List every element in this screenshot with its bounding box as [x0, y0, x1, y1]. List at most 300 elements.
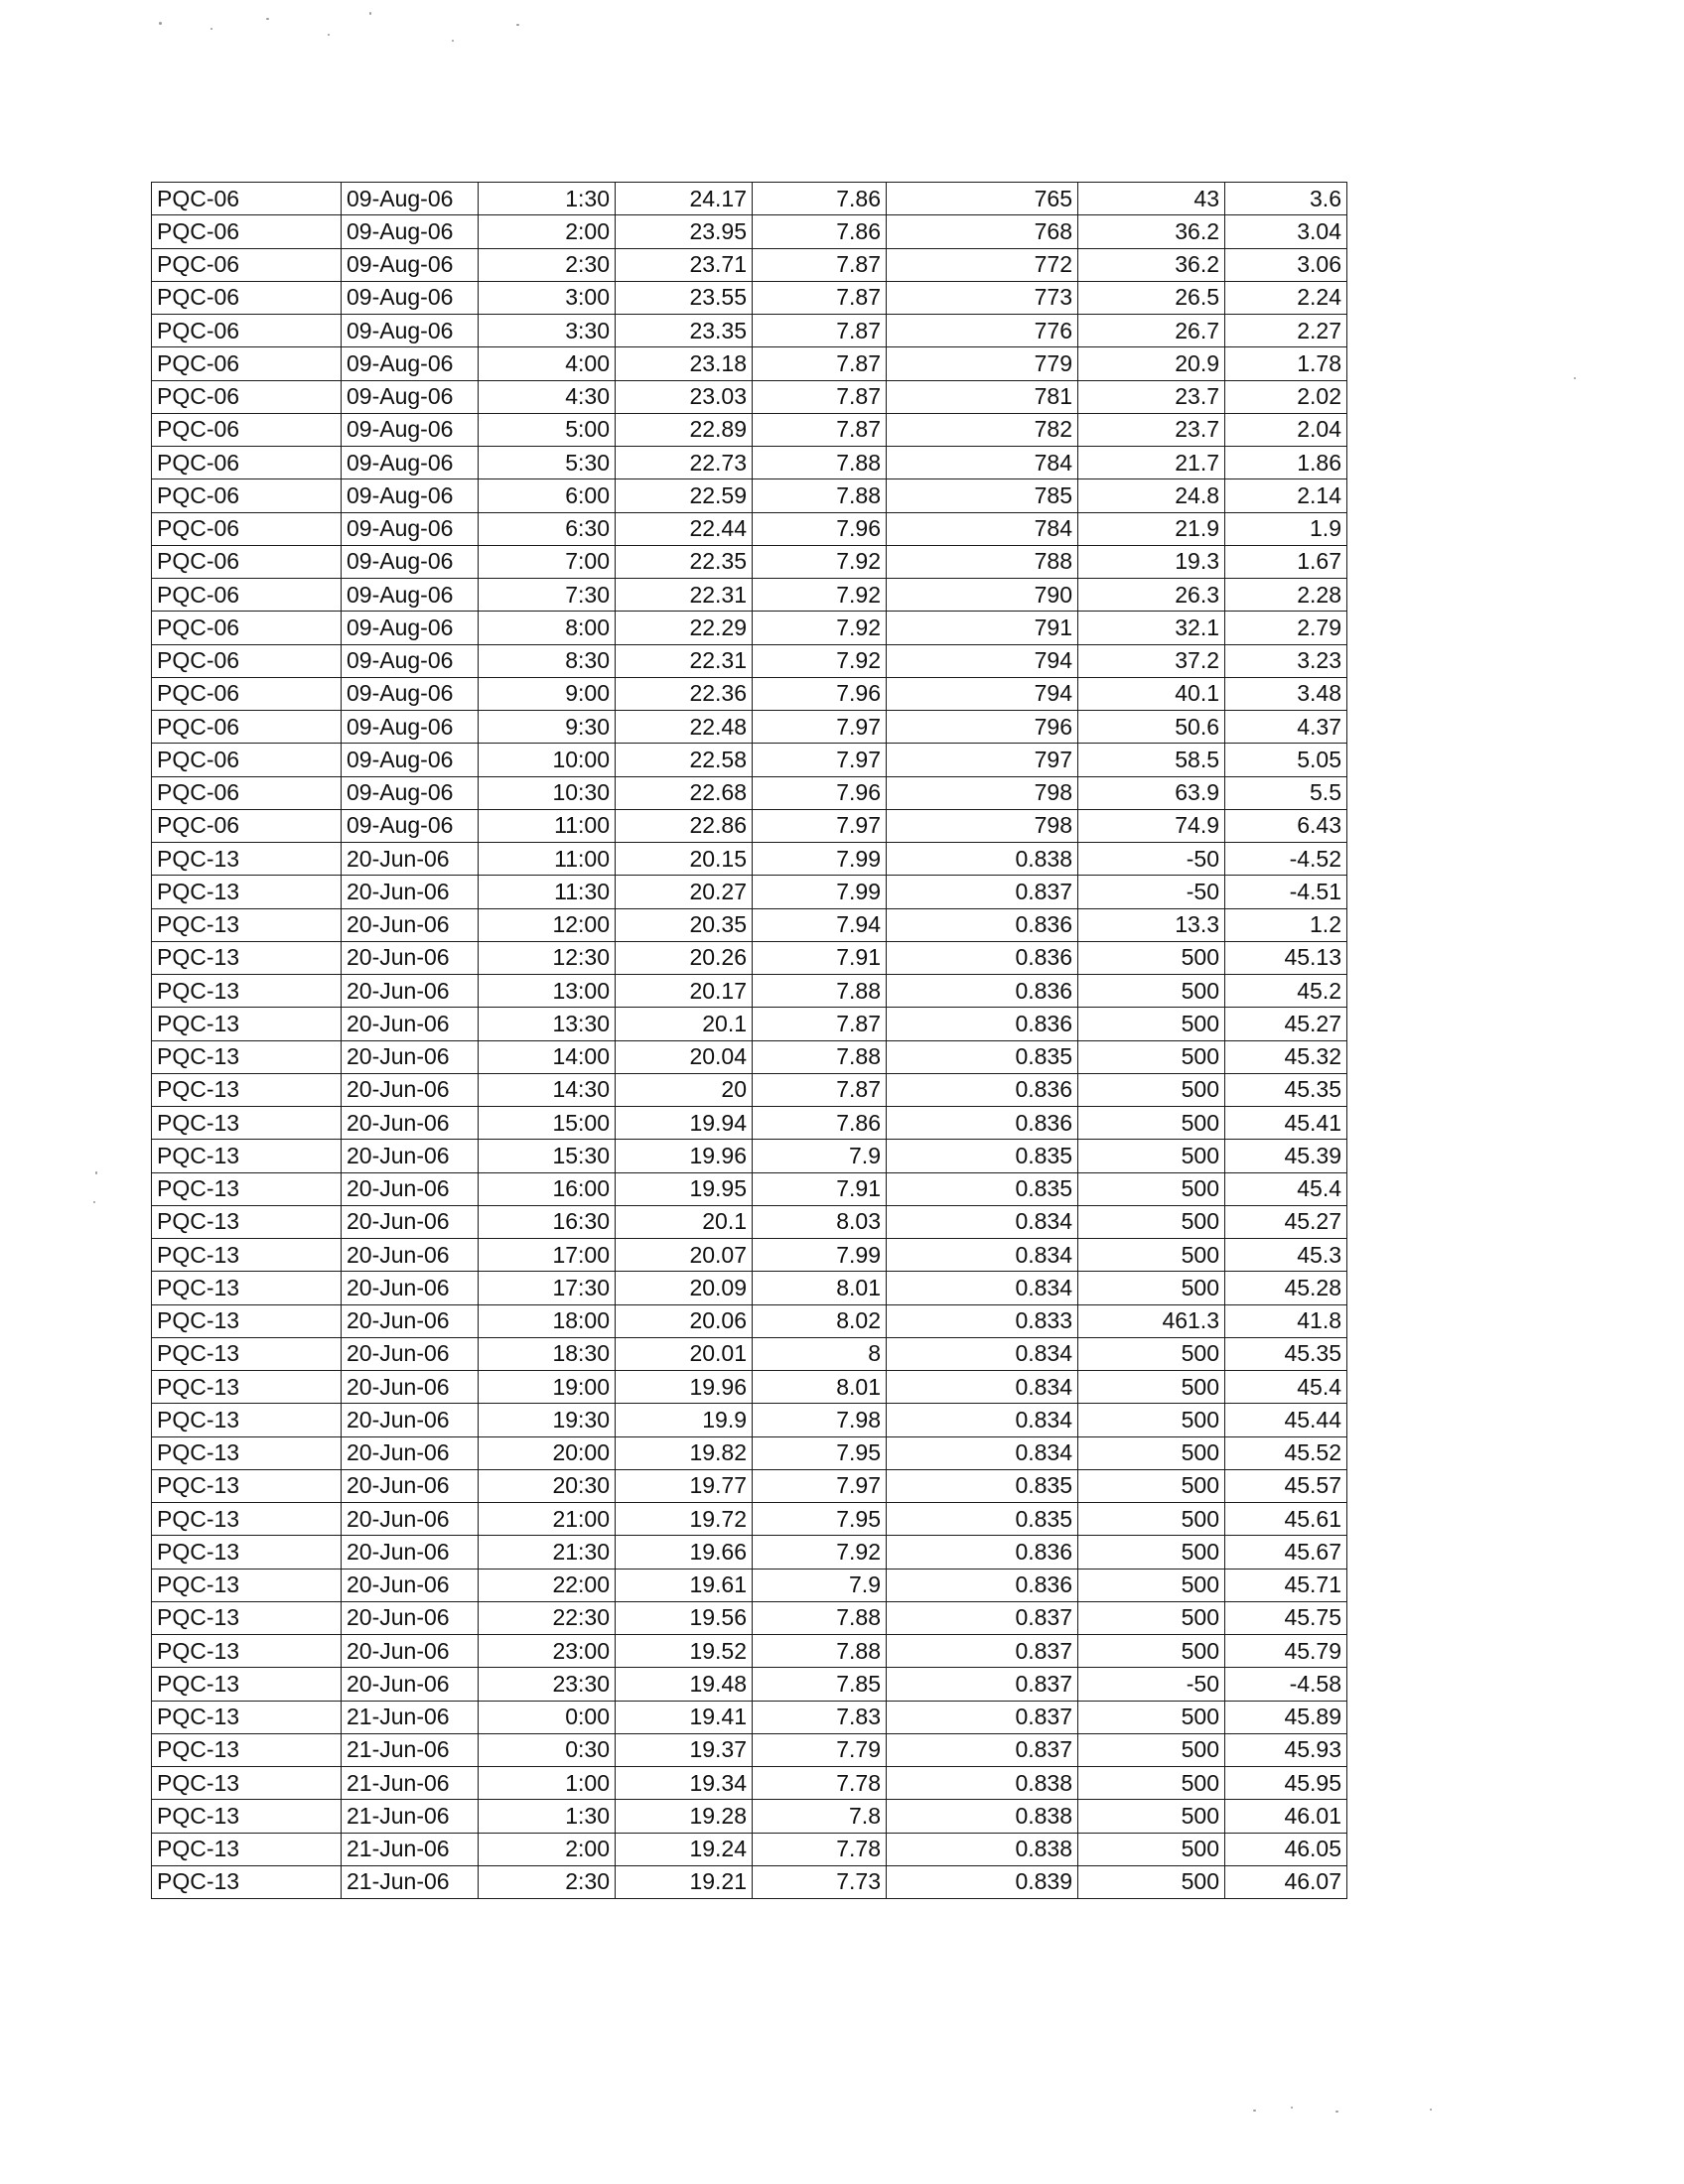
conductivity-cell: 0.836	[887, 1569, 1078, 1601]
ph-cell: 7.94	[753, 908, 887, 941]
table-row	[152, 908, 1347, 941]
ph-cell: 7.85	[753, 1668, 887, 1701]
station-cell: PQC-06	[152, 380, 342, 413]
ph-cell: 7.73	[753, 1865, 887, 1898]
value-b-cell: 2.28	[1225, 579, 1347, 612]
time-cell: 5:30	[479, 447, 616, 479]
ph-cell: 7.91	[753, 941, 887, 974]
table-row	[152, 1239, 1347, 1272]
value-a-cell: 19.3	[1078, 545, 1225, 578]
conductivity-cell: 781	[887, 380, 1078, 413]
ph-cell: 7.8	[753, 1800, 887, 1833]
time-cell: 11:30	[479, 876, 616, 908]
temperature-cell: 19.66	[616, 1536, 753, 1569]
ph-cell: 7.88	[753, 1601, 887, 1634]
value-a-cell: 36.2	[1078, 215, 1225, 248]
conductivity-cell: 785	[887, 479, 1078, 512]
station-cell: PQC-13	[152, 1436, 342, 1469]
table-row	[152, 843, 1347, 876]
value-b-cell: 3.23	[1225, 644, 1347, 677]
station-cell: PQC-06	[152, 512, 342, 545]
scan-speck	[1430, 2109, 1432, 2111]
temperature-cell: 23.03	[616, 380, 753, 413]
station-cell: PQC-06	[152, 315, 342, 347]
station-cell: PQC-06	[152, 579, 342, 612]
ph-cell: 8.01	[753, 1371, 887, 1404]
conductivity-cell: 794	[887, 644, 1078, 677]
date-cell: 09-Aug-06	[342, 248, 479, 281]
table-row	[152, 876, 1347, 908]
value-b-cell: 45.71	[1225, 1569, 1347, 1601]
time-cell: 9:00	[479, 677, 616, 710]
temperature-cell: 19.24	[616, 1833, 753, 1865]
date-cell: 20-Jun-06	[342, 1601, 479, 1634]
value-a-cell: 26.3	[1078, 579, 1225, 612]
date-cell: 20-Jun-06	[342, 1668, 479, 1701]
temperature-cell: 23.18	[616, 347, 753, 380]
value-b-cell: 46.05	[1225, 1833, 1347, 1865]
table-row	[152, 579, 1347, 612]
time-cell: 15:00	[479, 1107, 616, 1140]
value-b-cell: -4.51	[1225, 876, 1347, 908]
time-cell: 11:00	[479, 809, 616, 842]
conductivity-cell: 798	[887, 776, 1078, 809]
date-cell: 20-Jun-06	[342, 1635, 479, 1668]
table-row	[152, 1701, 1347, 1733]
table-row	[152, 677, 1347, 710]
time-cell: 23:00	[479, 1635, 616, 1668]
value-a-cell: 500	[1078, 1833, 1225, 1865]
ph-cell: 7.83	[753, 1701, 887, 1733]
conductivity-cell: 0.836	[887, 1107, 1078, 1140]
temperature-cell: 20	[616, 1073, 753, 1106]
ph-cell: 7.96	[753, 512, 887, 545]
date-cell: 09-Aug-06	[342, 183, 479, 215]
temperature-cell: 19.95	[616, 1172, 753, 1205]
temperature-cell: 19.34	[616, 1767, 753, 1800]
conductivity-cell: 0.838	[887, 1800, 1078, 1833]
temperature-cell: 19.72	[616, 1503, 753, 1536]
conductivity-cell: 768	[887, 215, 1078, 248]
table-row	[152, 1569, 1347, 1601]
time-cell: 8:00	[479, 612, 616, 644]
value-b-cell: 6.43	[1225, 809, 1347, 842]
ph-cell: 7.97	[753, 1469, 887, 1502]
value-b-cell: 1.9	[1225, 512, 1347, 545]
table-row	[152, 1800, 1347, 1833]
station-cell: PQC-13	[152, 1833, 342, 1865]
station-cell: PQC-13	[152, 1337, 342, 1370]
temperature-cell: 20.01	[616, 1337, 753, 1370]
table-row	[152, 1107, 1347, 1140]
table-row	[152, 1469, 1347, 1502]
table-row	[152, 1008, 1347, 1040]
temperature-cell: 22.68	[616, 776, 753, 809]
scan-speck	[1253, 2110, 1256, 2112]
ph-cell: 7.98	[753, 1404, 887, 1436]
value-a-cell: 500	[1078, 1239, 1225, 1272]
conductivity-cell: 0.837	[887, 876, 1078, 908]
time-cell: 10:00	[479, 744, 616, 776]
time-cell: 13:30	[479, 1008, 616, 1040]
conductivity-cell: 0.835	[887, 1172, 1078, 1205]
ph-cell: 7.91	[753, 1172, 887, 1205]
ph-cell: 7.88	[753, 447, 887, 479]
scan-speck	[328, 34, 330, 36]
conductivity-cell: 784	[887, 447, 1078, 479]
ph-cell: 7.88	[753, 1040, 887, 1073]
station-cell: PQC-06	[152, 479, 342, 512]
date-cell: 09-Aug-06	[342, 579, 479, 612]
time-cell: 5:00	[479, 413, 616, 446]
value-a-cell: 500	[1078, 1469, 1225, 1502]
station-cell: PQC-13	[152, 1767, 342, 1800]
table-row	[152, 545, 1347, 578]
date-cell: 20-Jun-06	[342, 1371, 479, 1404]
scan-speck	[452, 40, 454, 42]
time-cell: 12:00	[479, 908, 616, 941]
date-cell: 20-Jun-06	[342, 1304, 479, 1337]
date-cell: 20-Jun-06	[342, 941, 479, 974]
value-b-cell: -4.52	[1225, 843, 1347, 876]
conductivity-cell: 0.834	[887, 1205, 1078, 1238]
value-a-cell: 24.8	[1078, 479, 1225, 512]
station-cell: PQC-13	[152, 1503, 342, 1536]
conductivity-cell: 0.839	[887, 1865, 1078, 1898]
temperature-cell: 19.9	[616, 1404, 753, 1436]
time-cell: 20:30	[479, 1469, 616, 1502]
conductivity-cell: 773	[887, 281, 1078, 314]
date-cell: 20-Jun-06	[342, 1107, 479, 1140]
ph-cell: 7.88	[753, 975, 887, 1008]
value-b-cell: 45.4	[1225, 1172, 1347, 1205]
time-cell: 17:30	[479, 1272, 616, 1304]
temperature-cell: 22.48	[616, 711, 753, 744]
table-row	[152, 1371, 1347, 1404]
table-row	[152, 1404, 1347, 1436]
ph-cell: 7.96	[753, 776, 887, 809]
date-cell: 09-Aug-06	[342, 512, 479, 545]
conductivity-cell: 0.834	[887, 1404, 1078, 1436]
table-row	[152, 1172, 1347, 1205]
table-row	[152, 644, 1347, 677]
temperature-cell: 22.35	[616, 545, 753, 578]
date-cell: 09-Aug-06	[342, 347, 479, 380]
value-b-cell: 2.02	[1225, 380, 1347, 413]
conductivity-cell: 0.835	[887, 1040, 1078, 1073]
table-row	[152, 315, 1347, 347]
station-cell: PQC-13	[152, 975, 342, 1008]
date-cell: 20-Jun-06	[342, 1337, 479, 1370]
station-cell: PQC-13	[152, 1536, 342, 1569]
temperature-cell: 20.06	[616, 1304, 753, 1337]
table-row	[152, 1337, 1347, 1370]
ph-cell: 7.78	[753, 1767, 887, 1800]
date-cell: 09-Aug-06	[342, 380, 479, 413]
conductivity-cell: 0.836	[887, 1536, 1078, 1569]
table-row	[152, 711, 1347, 744]
temperature-cell: 22.73	[616, 447, 753, 479]
temperature-cell: 23.71	[616, 248, 753, 281]
temperature-cell: 19.61	[616, 1569, 753, 1601]
date-cell: 09-Aug-06	[342, 809, 479, 842]
ph-cell: 7.87	[753, 347, 887, 380]
scan-speck	[1335, 2111, 1338, 2113]
table-row	[152, 215, 1347, 248]
date-cell: 20-Jun-06	[342, 876, 479, 908]
value-b-cell: 1.86	[1225, 447, 1347, 479]
station-cell: PQC-13	[152, 1371, 342, 1404]
ph-cell: 7.87	[753, 1073, 887, 1106]
scan-speck	[159, 22, 162, 25]
value-a-cell: 500	[1078, 1536, 1225, 1569]
value-a-cell: 500	[1078, 1635, 1225, 1668]
conductivity-cell: 797	[887, 744, 1078, 776]
value-a-cell: 500	[1078, 1701, 1225, 1733]
ph-cell: 7.97	[753, 711, 887, 744]
table-row	[152, 744, 1347, 776]
date-cell: 09-Aug-06	[342, 677, 479, 710]
value-a-cell: 500	[1078, 1140, 1225, 1172]
time-cell: 0:30	[479, 1733, 616, 1766]
station-cell: PQC-13	[152, 1140, 342, 1172]
temperature-cell: 22.58	[616, 744, 753, 776]
station-cell: PQC-13	[152, 1668, 342, 1701]
temperature-cell: 19.52	[616, 1635, 753, 1668]
value-a-cell: 500	[1078, 1272, 1225, 1304]
station-cell: PQC-06	[152, 677, 342, 710]
conductivity-cell: 0.836	[887, 1073, 1078, 1106]
time-cell: 17:00	[479, 1239, 616, 1272]
scan-speck	[1574, 377, 1576, 379]
time-cell: 2:00	[479, 1833, 616, 1865]
time-cell: 22:00	[479, 1569, 616, 1601]
temperature-cell: 22.31	[616, 579, 753, 612]
ph-cell: 7.9	[753, 1569, 887, 1601]
value-a-cell: 500	[1078, 941, 1225, 974]
table-row	[152, 479, 1347, 512]
value-b-cell: 45.32	[1225, 1040, 1347, 1073]
ph-cell: 7.86	[753, 183, 887, 215]
ph-cell: 7.88	[753, 1635, 887, 1668]
date-cell: 09-Aug-06	[342, 545, 479, 578]
scan-speck	[210, 28, 212, 30]
ph-cell: 7.88	[753, 479, 887, 512]
time-cell: 14:00	[479, 1040, 616, 1073]
conductivity-cell: 0.833	[887, 1304, 1078, 1337]
conductivity-cell: 0.835	[887, 1140, 1078, 1172]
table-row	[152, 281, 1347, 314]
value-b-cell: 2.14	[1225, 479, 1347, 512]
value-a-cell: 500	[1078, 1404, 1225, 1436]
station-cell: PQC-06	[152, 248, 342, 281]
temperature-cell: 19.21	[616, 1865, 753, 1898]
value-a-cell: 36.2	[1078, 248, 1225, 281]
time-cell: 18:30	[479, 1337, 616, 1370]
temperature-cell: 22.29	[616, 612, 753, 644]
value-b-cell: 1.67	[1225, 545, 1347, 578]
time-cell: 12:30	[479, 941, 616, 974]
value-b-cell: 2.24	[1225, 281, 1347, 314]
time-cell: 2:30	[479, 1865, 616, 1898]
value-a-cell: 500	[1078, 1800, 1225, 1833]
ph-cell: 7.86	[753, 215, 887, 248]
value-a-cell: 23.7	[1078, 413, 1225, 446]
station-cell: PQC-06	[152, 711, 342, 744]
table-row	[152, 183, 1347, 215]
value-b-cell: 45.35	[1225, 1337, 1347, 1370]
value-b-cell: 3.04	[1225, 215, 1347, 248]
value-b-cell: 3.48	[1225, 677, 1347, 710]
conductivity-cell: 0.835	[887, 1503, 1078, 1536]
time-cell: 4:30	[479, 380, 616, 413]
conductivity-cell: 0.837	[887, 1701, 1078, 1733]
temperature-cell: 22.36	[616, 677, 753, 710]
table-row	[152, 1865, 1347, 1898]
time-cell: 18:00	[479, 1304, 616, 1337]
conductivity-cell: 0.835	[887, 1469, 1078, 1502]
date-cell: 20-Jun-06	[342, 975, 479, 1008]
temperature-cell: 20.27	[616, 876, 753, 908]
station-cell: PQC-06	[152, 347, 342, 380]
time-cell: 6:00	[479, 479, 616, 512]
time-cell: 2:30	[479, 248, 616, 281]
station-cell: PQC-13	[152, 1172, 342, 1205]
date-cell: 20-Jun-06	[342, 1073, 479, 1106]
conductivity-cell: 765	[887, 183, 1078, 215]
value-a-cell: 500	[1078, 1569, 1225, 1601]
conductivity-cell: 776	[887, 315, 1078, 347]
scan-speck	[93, 1201, 95, 1203]
conductivity-cell: 796	[887, 711, 1078, 744]
station-cell: PQC-06	[152, 744, 342, 776]
temperature-cell: 20.17	[616, 975, 753, 1008]
date-cell: 20-Jun-06	[342, 908, 479, 941]
date-cell: 20-Jun-06	[342, 1140, 479, 1172]
time-cell: 4:00	[479, 347, 616, 380]
value-a-cell: 500	[1078, 1733, 1225, 1766]
date-cell: 20-Jun-06	[342, 1404, 479, 1436]
date-cell: 20-Jun-06	[342, 1172, 479, 1205]
data-table	[151, 182, 1347, 1899]
ph-cell: 7.97	[753, 744, 887, 776]
value-a-cell: 500	[1078, 1040, 1225, 1073]
table-row	[152, 1833, 1347, 1865]
value-a-cell: 50.6	[1078, 711, 1225, 744]
time-cell: 2:00	[479, 215, 616, 248]
value-b-cell: 2.04	[1225, 413, 1347, 446]
ph-cell: 7.79	[753, 1733, 887, 1766]
value-a-cell: 13.3	[1078, 908, 1225, 941]
temperature-cell: 24.17	[616, 183, 753, 215]
value-b-cell: 2.79	[1225, 612, 1347, 644]
ph-cell: 7.95	[753, 1503, 887, 1536]
value-a-cell: 461.3	[1078, 1304, 1225, 1337]
temperature-cell: 22.89	[616, 413, 753, 446]
value-b-cell: 45.41	[1225, 1107, 1347, 1140]
table-row	[152, 1601, 1347, 1634]
ph-cell: 7.87	[753, 248, 887, 281]
conductivity-cell: 0.838	[887, 843, 1078, 876]
ph-cell: 7.9	[753, 1140, 887, 1172]
date-cell: 21-Jun-06	[342, 1865, 479, 1898]
date-cell: 20-Jun-06	[342, 1272, 479, 1304]
conductivity-cell: 0.837	[887, 1668, 1078, 1701]
ph-cell: 7.97	[753, 809, 887, 842]
temperature-cell: 23.55	[616, 281, 753, 314]
station-cell: PQC-06	[152, 413, 342, 446]
value-a-cell: 21.9	[1078, 512, 1225, 545]
station-cell: PQC-06	[152, 447, 342, 479]
station-cell: PQC-06	[152, 644, 342, 677]
station-cell: PQC-13	[152, 1601, 342, 1634]
value-a-cell: 500	[1078, 1205, 1225, 1238]
table-row	[152, 1635, 1347, 1668]
station-cell: PQC-06	[152, 545, 342, 578]
table-row	[152, 1503, 1347, 1536]
temperature-cell: 20.35	[616, 908, 753, 941]
temperature-cell: 19.48	[616, 1668, 753, 1701]
station-cell: PQC-06	[152, 776, 342, 809]
value-b-cell: 45.27	[1225, 1008, 1347, 1040]
station-cell: PQC-06	[152, 215, 342, 248]
scan-speck	[369, 12, 371, 15]
temperature-cell: 20.07	[616, 1239, 753, 1272]
temperature-cell: 20.15	[616, 843, 753, 876]
value-a-cell: 500	[1078, 1767, 1225, 1800]
time-cell: 9:30	[479, 711, 616, 744]
table-row	[152, 1205, 1347, 1238]
conductivity-cell: 0.837	[887, 1733, 1078, 1766]
time-cell: 15:30	[479, 1140, 616, 1172]
temperature-cell: 23.95	[616, 215, 753, 248]
conductivity-cell: 0.834	[887, 1239, 1078, 1272]
time-cell: 6:30	[479, 512, 616, 545]
date-cell: 21-Jun-06	[342, 1833, 479, 1865]
ph-cell: 8.01	[753, 1272, 887, 1304]
time-cell: 19:30	[479, 1404, 616, 1436]
station-cell: PQC-06	[152, 183, 342, 215]
value-b-cell: 45.57	[1225, 1469, 1347, 1502]
ph-cell: 7.99	[753, 1239, 887, 1272]
table-row	[152, 380, 1347, 413]
value-b-cell: 5.05	[1225, 744, 1347, 776]
value-a-cell: 500	[1078, 1008, 1225, 1040]
time-cell: 0:00	[479, 1701, 616, 1733]
value-a-cell: 63.9	[1078, 776, 1225, 809]
value-b-cell: 5.5	[1225, 776, 1347, 809]
value-a-cell: 58.5	[1078, 744, 1225, 776]
station-cell: PQC-13	[152, 1304, 342, 1337]
value-a-cell: 43	[1078, 183, 1225, 215]
temperature-cell: 20.26	[616, 941, 753, 974]
value-b-cell: 45.75	[1225, 1601, 1347, 1634]
table-row	[152, 1140, 1347, 1172]
conductivity-cell: 0.834	[887, 1272, 1078, 1304]
date-cell: 21-Jun-06	[342, 1733, 479, 1766]
table-row	[152, 1040, 1347, 1073]
temperature-cell: 19.37	[616, 1733, 753, 1766]
time-cell: 21:00	[479, 1503, 616, 1536]
ph-cell: 7.92	[753, 545, 887, 578]
time-cell: 16:30	[479, 1205, 616, 1238]
ph-cell: 7.87	[753, 315, 887, 347]
value-a-cell: 500	[1078, 1107, 1225, 1140]
value-a-cell: 500	[1078, 1337, 1225, 1370]
ph-cell: 8.03	[753, 1205, 887, 1238]
value-b-cell: 3.6	[1225, 183, 1347, 215]
temperature-cell: 19.96	[616, 1371, 753, 1404]
